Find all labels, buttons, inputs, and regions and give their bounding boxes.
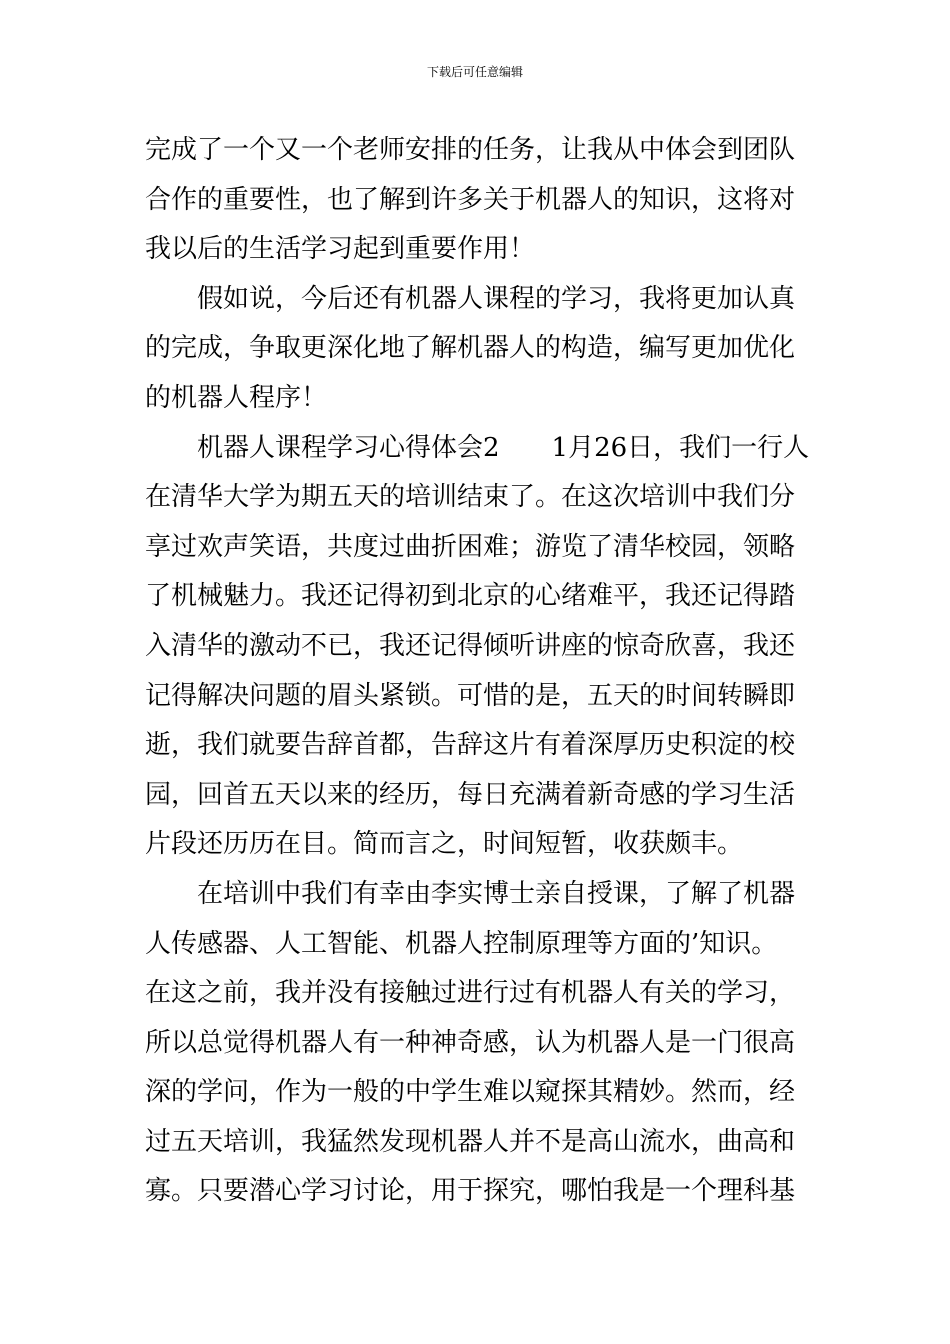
- text-line: 在清华大学为期五天的培训结束了。在这次培训中我们分: [145, 482, 796, 513]
- text-line: 享过欢声笑语，共度过曲折困难；游览了清华校园，领略: [145, 531, 796, 562]
- text-line: 过五天培训，我猛然发现机器人并不是高山流水，曲高和: [145, 1126, 796, 1157]
- text-line: 人传感器、人工智能、机器人控制原理等方面的’知识。: [145, 928, 778, 959]
- text-line: 深的学问，作为一般的中学生难以窥探其精妙。然而，经: [145, 1077, 796, 1108]
- text-line: 了机械魅力。我还记得初到北京的心绪难平，我还记得踏: [145, 581, 796, 612]
- text-line: 记得解决问题的眉头紧锁。可惜的是，五天的时间转瞬即: [145, 680, 796, 711]
- text-line: 片段还历历在目。简而言之，时间短暂，收获颇丰。: [145, 829, 744, 860]
- text-line: 在这之前，我并没有接触过进行过有机器人有关的学习，: [145, 978, 796, 1009]
- text-line: 入清华的激动不已，我还记得倾听讲座的惊奇欣喜，我还: [145, 630, 796, 661]
- text-line: 机器人课程学习心得体会2 1月26日，我们一行人: [197, 432, 810, 463]
- text-line: 逝，我们就要告辞首都，告辞这片有着深厚历史积淀的校: [145, 730, 796, 761]
- text-line: 所以总觉得机器人有一种神奇感，认为机器人是一门很高: [145, 1027, 796, 1058]
- document-body: [145, 126, 815, 1217]
- text-line: 在培训中我们有幸由李实博士亲自授课，了解了机器: [197, 878, 796, 909]
- text-line: 假如说，今后还有机器人课程的学习，我将更加认真: [197, 283, 796, 314]
- text-line: 的机器人程序！: [145, 382, 328, 413]
- text-line: 园，回首五天以来的经历，每日充满着新奇感的学习生活: [145, 779, 796, 810]
- text-line: 完成了一个又一个老师安排的任务，让我从中体会到团队: [145, 135, 796, 165]
- text-line: 寡。只要潜心学习讨论，用于探究，哪怕我是一个理科基: [145, 1176, 796, 1207]
- text-line: 我以后的生活学习起到重要作用！: [145, 234, 536, 265]
- text-line: 的完成，争取更深化地了解机器人的构造，编写更加优化: [145, 333, 796, 364]
- text-line: 合作的重要性，也了解到许多关于机器人的知识，这将对: [145, 184, 796, 215]
- page-header: 下载后可任意编辑: [426, 65, 523, 79]
